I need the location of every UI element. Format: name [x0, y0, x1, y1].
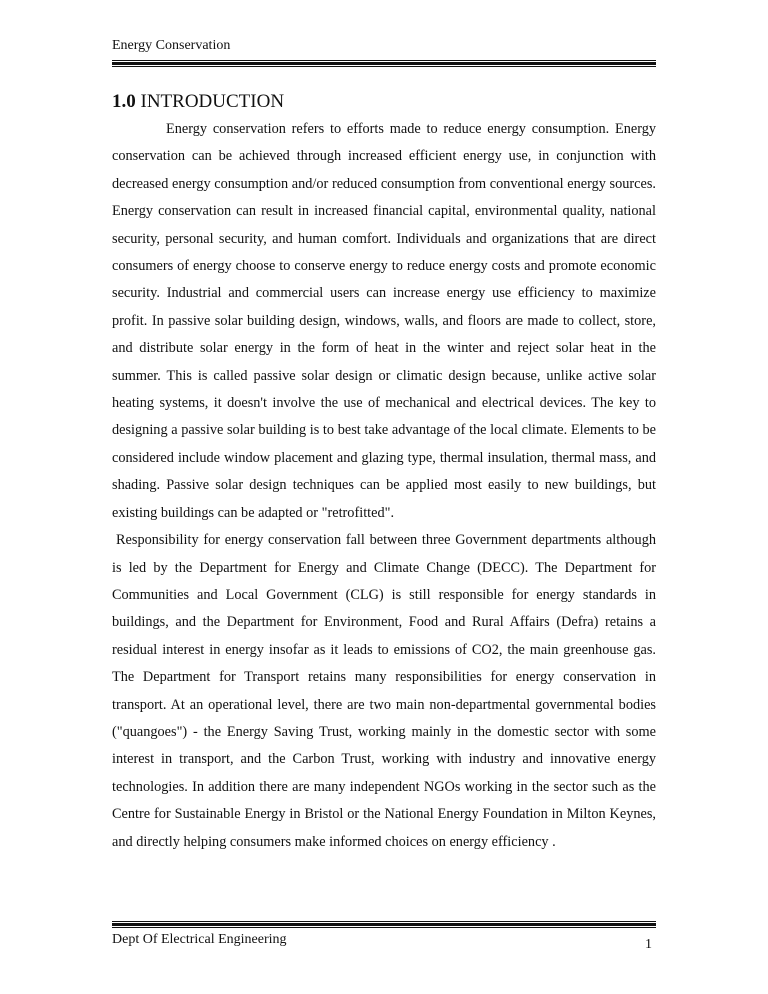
footer-department: Dept Of Electrical Engineering: [112, 932, 287, 947]
section-title: INTRODUCTION: [140, 91, 285, 112]
paragraph-responsibility: Responsibility for energy conservation fall between three Government departments although is led by the Department for Energy and Climate Change (DECC). The Department for Communities and Local Government (CLG) is still responsible for energy standards in buildings, and the Department for Environment, Food and Rural Affairs (Defra) retains a residual interest in energy insofar as it leads to emissions of CO2, the main greenhouse gas. The Department for Transport retains many responsibilities for energy conservation in transport. At an operational level, there are two main non-departmental governmental bodies ("quangoes") - the Energy Saving Trust, working mainly in the domestic sector with some interest in transport, and the Carbon Trust, working with industry and innovative energy technologies. In addition there are many independent NGOs working in the sector such as the Centre for Sustainable Energy in Bristol or the National Energy Foundation in Milton Keynes, and directly helping consumers make informed choices on energy efficiency .: [112, 532, 656, 850]
section-number: 1.0: [112, 91, 136, 112]
section-heading: [112, 90, 656, 114]
footer-rule: [112, 921, 656, 928]
header-rule: [112, 60, 656, 67]
running-header-title: Energy Conservation: [112, 38, 231, 53]
page-content: [112, 90, 656, 856]
page-number: 1: [645, 937, 652, 952]
page-header: [112, 38, 656, 67]
paragraph-intro: Energy conservation refers to efforts made to reduce energy consumption. Energy conservation can be achieved through increased efficient energy use, in conjunction with decreased energy consumption and/or reduced consumption from conventional energy sources. Energy conservation can result in increased financial capital, environmental quality, national security, personal security, and human comfort. Individuals and organizations that are direct consumers of energy choose to conserve energy to reduce energy costs and promote economic security. Industrial and commercial users can increase energy use efficiency to maximize profit. In passive solar building design, windows, walls, and floors are made to collect, store, and distribute solar energy in the form of heat in the winter and reject solar heat in the summer. This is called passive solar design or climatic design because, unlike active solar heating systems, it doesn't involve the use of mechanical and electrical devices. The key to designing a passive solar building is to best take advantage of the local climate. Elements to be considered include window placement and glazing type, thermal insulation, thermal mass, and shading. Passive solar design techniques can be applied most easily to new buildings, but existing buildings can be adapted or "retrofitted".: [112, 121, 656, 521]
page-footer: [112, 921, 656, 952]
